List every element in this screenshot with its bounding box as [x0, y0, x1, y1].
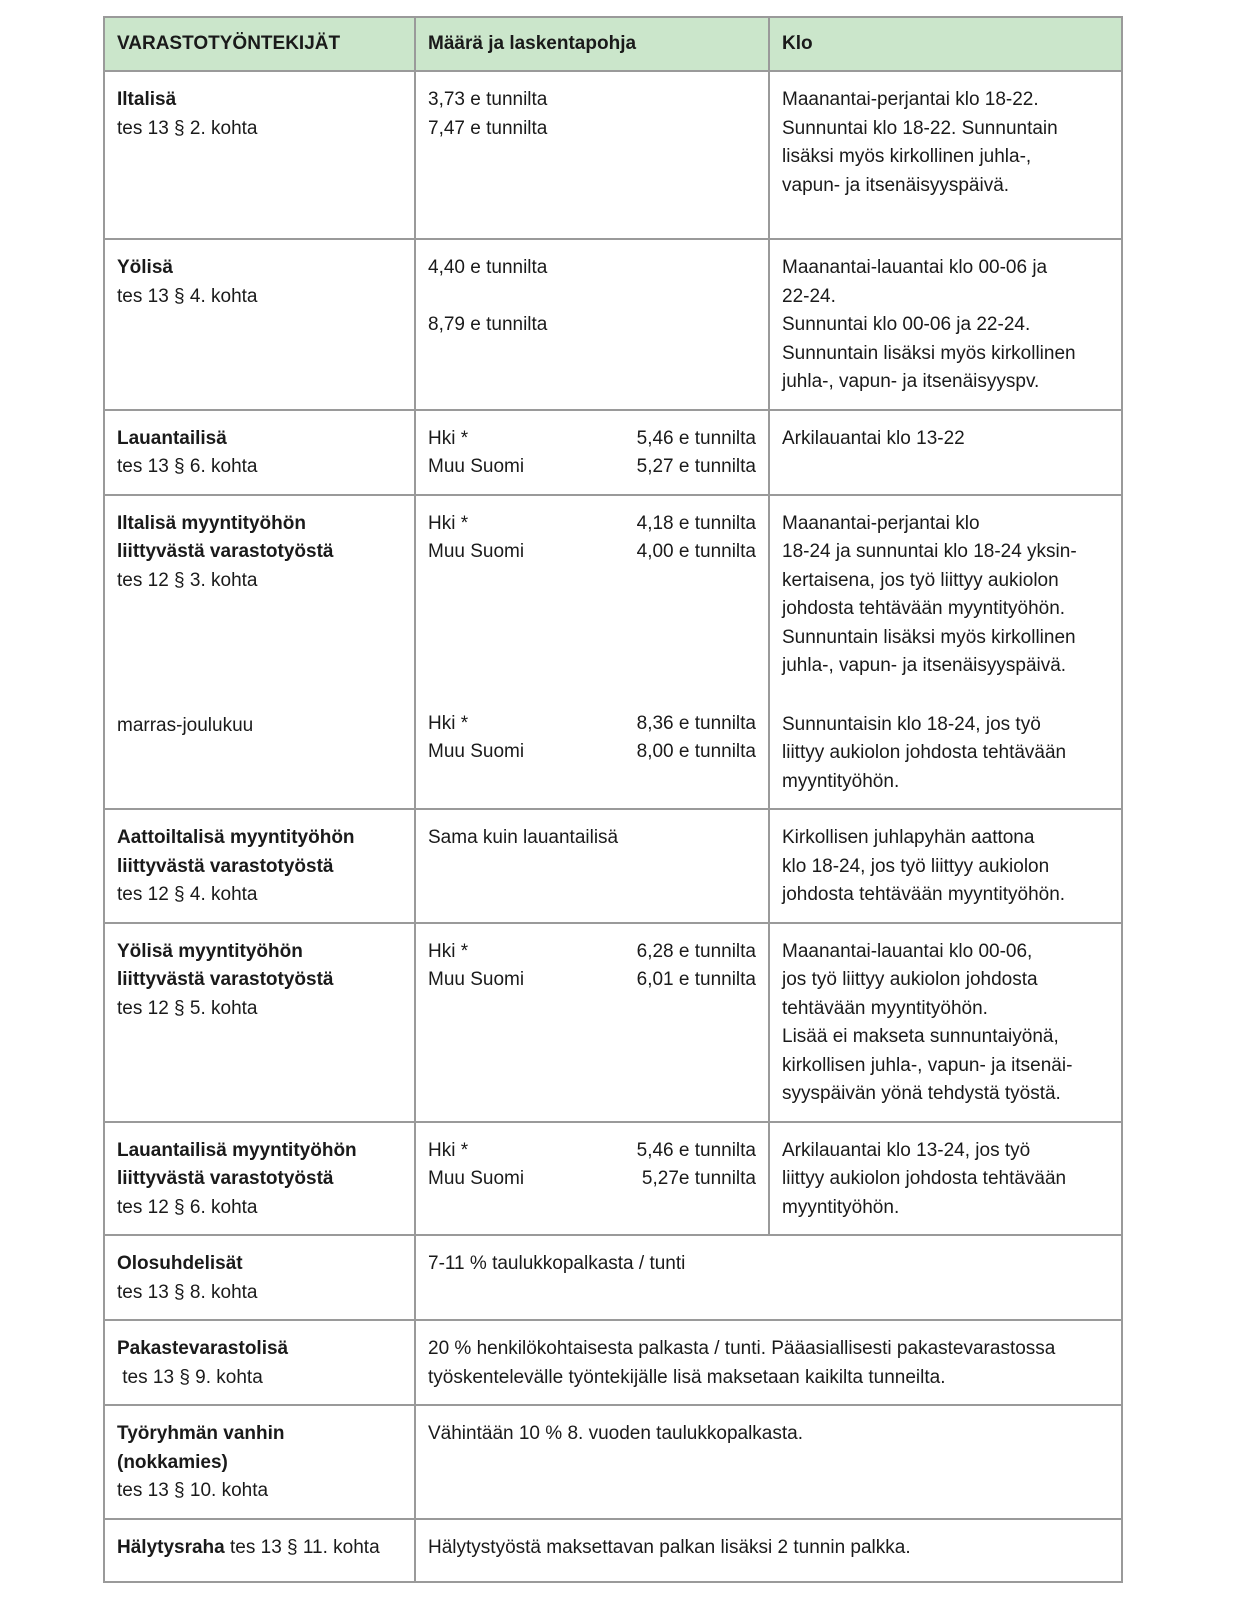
time-text: johdosta tehtävään myyntityöhön.	[782, 884, 1066, 905]
time-text: Maanantai-lauantai klo 00-06,	[782, 940, 1033, 962]
tes-reference: tes 13 § 9. kohta	[117, 1366, 263, 1388]
allowance-name: Pakastevarastolisä	[117, 1338, 289, 1359]
amount-row	[428, 1165, 756, 1194]
time-text: Maanantai-perjantai klo 18-22.	[782, 89, 1039, 110]
table-row	[104, 1122, 1122, 1236]
header-amount-basis: Määrä ja laskentapohja	[415, 17, 769, 71]
allowance-name: Hälytysraha	[117, 1536, 225, 1558]
amount-value: 4,00 e tunnilta	[636, 541, 756, 562]
table-row	[104, 1405, 1122, 1519]
table-row	[104, 239, 1122, 410]
tes-reference: tes 12 § 5. kohta	[117, 997, 258, 1019]
amount-text: Hälytystyöstä maksettavan palkan lisäksi 2 tunnin palkka.	[428, 1536, 911, 1558]
allowance-name: Yölisä myyntityöhön	[117, 940, 303, 962]
time-text: juhla-, vapun- ja itsenäisyyspäivä.	[782, 655, 1067, 676]
allowance-name: Iltalisä	[117, 89, 177, 110]
amount-text: 20 % henkilökohtaisesta palkasta / tunti. Pääasiallisesti pakastevarastossa	[428, 1338, 1056, 1359]
amount-row	[428, 453, 756, 482]
header-employee-type: VARASTOTYÖNTEKIJÄT	[104, 17, 415, 71]
time-text: myyntityöhön.	[782, 1196, 900, 1218]
table-row	[104, 1519, 1122, 1582]
table-row	[104, 1235, 1122, 1320]
time-text: 22-24.	[782, 285, 836, 307]
time-text: tehtävään myyntityöhön.	[782, 997, 988, 1019]
amount-row	[428, 966, 756, 995]
time-text: 18-24 ja sunnuntai klo 18-24 yksin-	[782, 541, 1077, 562]
amount-row	[428, 510, 756, 539]
time-text: juhla-, vapun- ja itsenäisyyspv.	[782, 371, 1040, 392]
amount-row	[428, 738, 756, 767]
allowance-name: Iltalisä myyntityöhön	[117, 512, 306, 534]
amount-value: 5,46 e tunnilta	[636, 427, 756, 449]
allowance-name: liittyvästä varastotyöstä	[117, 541, 334, 562]
amount-row	[428, 425, 756, 454]
tes-reference: tes 13 § 8. kohta	[117, 1281, 258, 1303]
amount-value: 4,18 e tunnilta	[636, 512, 756, 534]
region-label: Muu Suomi	[428, 541, 525, 562]
amount-value: 7,47 e tunnilta	[428, 117, 548, 139]
time-text: liittyy aukiolon johdosta tehtävään	[782, 1168, 1067, 1189]
tes-reference: tes 13 § 2. kohta	[117, 117, 258, 139]
time-text: Sunnuntaisin klo 18-24, jos työ	[782, 713, 1041, 735]
amount-value: 5,27 e tunnilta	[636, 456, 756, 477]
region-label: Muu Suomi	[428, 1168, 525, 1189]
allowance-name: liittyvästä varastotyöstä	[117, 1168, 334, 1189]
time-text: Sunnuntain lisäksi myös kirkollinen	[782, 626, 1076, 648]
allowance-name: Lauantailisä myyntityöhön	[117, 1139, 357, 1161]
table-row	[104, 495, 1122, 810]
tes-reference: tes 13 § 10. kohta	[117, 1480, 269, 1501]
time-text: Lisää ei makseta sunnuntaiyönä,	[782, 1026, 1059, 1047]
time-text: Maanantai-perjantai klo	[782, 512, 980, 534]
time-text: Sunnuntain lisäksi myös kirkollinen	[782, 342, 1076, 364]
amount-text: Sama kuin lauantailisä	[428, 827, 619, 848]
tes-reference: tes 12 § 6. kohta	[117, 1196, 258, 1218]
allowance-table	[103, 16, 1123, 1583]
amount-value: 8,00 e tunnilta	[636, 741, 756, 762]
region-label: Hki *	[428, 712, 469, 734]
amount-value: 6,01 e tunnilta	[636, 969, 756, 990]
amount-value: 6,28 e tunnilta	[636, 940, 756, 962]
time-text: klo 18-24, jos työ liittyy aukiolon	[782, 855, 1050, 877]
allowance-name: Aattoiltalisä myyntityöhön	[117, 827, 355, 848]
amount-value: 8,36 e tunnilta	[636, 712, 756, 734]
table-row	[104, 923, 1122, 1122]
time-text: jos työ liittyy aukiolon johdosta	[782, 969, 1038, 990]
header-time: Klo	[769, 17, 1122, 71]
amount-value: 4,40 e tunnilta	[428, 257, 548, 278]
amount-value: 8,79 e tunnilta	[428, 313, 548, 335]
amount-row	[428, 538, 756, 567]
region-label: Muu Suomi	[428, 969, 525, 990]
time-text: syyspäivän yönä tehdystä työstä.	[782, 1083, 1061, 1104]
allowance-name: Yölisä	[117, 257, 173, 278]
region-label: Hki *	[428, 427, 469, 449]
time-text: kertaisena, jos työ liittyy aukiolon	[782, 569, 1059, 591]
region-label: Muu Suomi	[428, 741, 525, 762]
time-text: Kirkollisen juhlapyhän aattona	[782, 827, 1035, 848]
time-text: Arkilauantai klo 13-22	[782, 427, 965, 449]
time-text: Sunnuntai klo 00-06 ja 22-24.	[782, 314, 1031, 335]
table-row	[104, 410, 1122, 495]
region-label: Hki *	[428, 512, 469, 534]
tes-reference: tes 13 § 11. kohta	[224, 1536, 380, 1558]
allowance-name: (nokkamies)	[117, 1451, 228, 1473]
allowance-name: liittyvästä varastotyöstä	[117, 855, 334, 877]
region-label: Hki *	[428, 940, 469, 962]
time-text: Sunnuntai klo 18-22. Sunnuntain	[782, 117, 1058, 139]
allowance-name: Olosuhdelisät	[117, 1253, 243, 1274]
time-text: Arkilauantai klo 13-24, jos työ	[782, 1139, 1031, 1161]
amount-row	[428, 938, 756, 967]
table-row	[104, 809, 1122, 923]
time-text: johdosta tehtävään myyntityöhön.	[782, 598, 1066, 619]
tes-reference: tes 13 § 4. kohta	[117, 285, 258, 307]
time-text: myyntityöhön.	[782, 770, 900, 792]
time-text: liittyy aukiolon johdosta tehtävään	[782, 742, 1067, 763]
amount-value: 3,73 e tunnilta	[428, 89, 548, 110]
time-text: lisäksi myös kirkollinen juhla-,	[782, 146, 1032, 167]
tes-reference: tes 12 § 3. kohta	[117, 569, 258, 591]
amount-text: työskentelevälle työntekijälle lisä maksetaan kaikilta tunneilta.	[428, 1366, 946, 1388]
amount-text: 7-11 % taulukkopalkasta / tunti	[428, 1253, 686, 1274]
amount-value: 5,27e tunnilta	[641, 1168, 756, 1189]
amount-row	[428, 1137, 756, 1166]
time-text: Maanantai-lauantai klo 00-06 ja	[782, 257, 1048, 278]
region-label: Hki *	[428, 1139, 469, 1161]
allowance-name: Työryhmän vanhin	[117, 1423, 285, 1444]
time-text: kirkollisen juhla-, vapun- ja itsenäi-	[782, 1054, 1073, 1076]
region-label: Muu Suomi	[428, 456, 525, 477]
table-row	[104, 1320, 1122, 1405]
table-row	[104, 71, 1122, 239]
amount-text: Vähintään 10 % 8. vuoden taulukkopalkasta.	[428, 1423, 803, 1444]
tes-reference: tes 13 § 6. kohta	[117, 456, 258, 477]
season-label: marras-joulukuu	[117, 715, 254, 736]
amount-row	[428, 710, 756, 739]
amount-value: 5,46 e tunnilta	[636, 1139, 756, 1161]
tes-reference: tes 12 § 4. kohta	[117, 884, 258, 905]
allowance-name: Lauantailisä	[117, 427, 227, 449]
header-row	[104, 17, 1122, 71]
allowance-name: liittyvästä varastotyöstä	[117, 969, 334, 990]
time-text: vapun- ja itsenäisyyspäivä.	[782, 174, 1010, 196]
